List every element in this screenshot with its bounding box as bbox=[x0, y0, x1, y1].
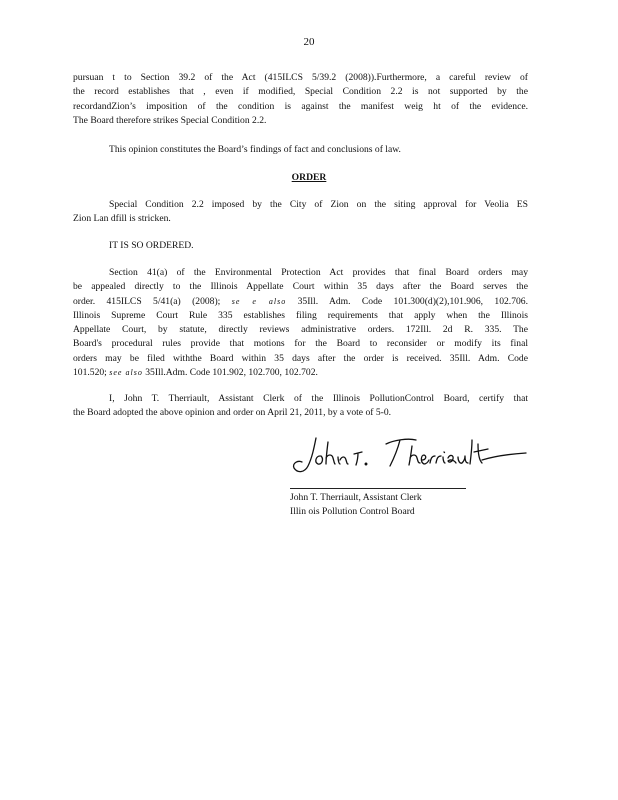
paragraph-opinion bbox=[73, 143, 528, 157]
order-heading: ORDER bbox=[291, 172, 327, 183]
handwritten-signature bbox=[290, 430, 530, 480]
paragraph-appeal bbox=[73, 266, 528, 380]
signer-name: John T. Therriault, Assistant Clerk bbox=[290, 492, 422, 503]
text-line: Board's procedural rules provide that motions for the Board to reconsider or modify its final bbox=[73, 338, 528, 350]
paragraph-order bbox=[73, 198, 528, 227]
text-line: Illinois Supreme Court Rule 335 establishes filing requirements that apply when the Illinois bbox=[73, 309, 528, 321]
text-line: Zion Lan dfill is stricken. bbox=[73, 213, 171, 225]
citation-text: 35Ill. Adm. Code 101.300(d)(2),101.906, 102.706. bbox=[297, 295, 528, 307]
text-line: the record establishes that , even if modified, Special Condition 2.2 is not supported by the bbox=[73, 86, 528, 98]
see-also-italic: see also bbox=[109, 368, 143, 378]
citation-text: 101.520; bbox=[73, 367, 107, 379]
text-line-citation bbox=[73, 295, 528, 309]
text-line: I, John T. Therriault, Assistant Clerk of the Illinois PollutionControl Board, certify that bbox=[109, 393, 528, 404]
so-ordered-text: IT IS SO ORDERED. bbox=[109, 240, 194, 251]
signature-block bbox=[290, 491, 422, 519]
text-line: This opinion constitutes the Board’s findings of fact and conclusions of law. bbox=[109, 144, 401, 155]
paragraph-certification bbox=[73, 392, 528, 421]
signature-line bbox=[290, 488, 466, 489]
page-number: 20 bbox=[303, 36, 315, 48]
text-line: orders may be filed withthe Board within 35 days after the order is received. 35Ill. Adm. Code bbox=[73, 352, 528, 364]
signer-organization: Illin ois Pollution Control Board bbox=[290, 506, 415, 517]
text-line: the Board adopted the above opinion and order on April 21, 2011, by a vote of 5-0. bbox=[73, 407, 392, 419]
see-also-italic: se e also bbox=[231, 296, 287, 306]
text-line: Special Condition 2.2 imposed by the City of Zion on the siting approval for Veolia ES bbox=[109, 199, 528, 210]
citation-text: 35Ill.Adm. Code 101.902, 102.700, 102.702. bbox=[145, 367, 318, 379]
text-line-citation bbox=[73, 366, 528, 380]
citation-text: order. 415ILCS 5/41(a) (2008); bbox=[73, 295, 221, 307]
paragraph-findings bbox=[73, 71, 528, 128]
text-line: pursuan t to Section 39.2 of the Act (415ILCS 5/39.2 (2008)).Furthermore, a careful review of bbox=[73, 72, 528, 83]
text-line: be appealed directly to the Illinois Appellate Court within 35 days after the Board serves the bbox=[73, 281, 528, 293]
text-line: Appellate Court, by statute, directly reviews administrative orders. 172Ill. 2d R. 335. The bbox=[73, 324, 528, 336]
text-line: The Board therefore strikes Special Condition 2.2. bbox=[73, 114, 267, 126]
text-line: Section 41(a) of the Environmental Protection Act provides that final Board orders may bbox=[109, 267, 528, 278]
text-line: recordandZion’s imposition of the condition is against the manifest weig ht of the evidence. bbox=[73, 100, 528, 112]
